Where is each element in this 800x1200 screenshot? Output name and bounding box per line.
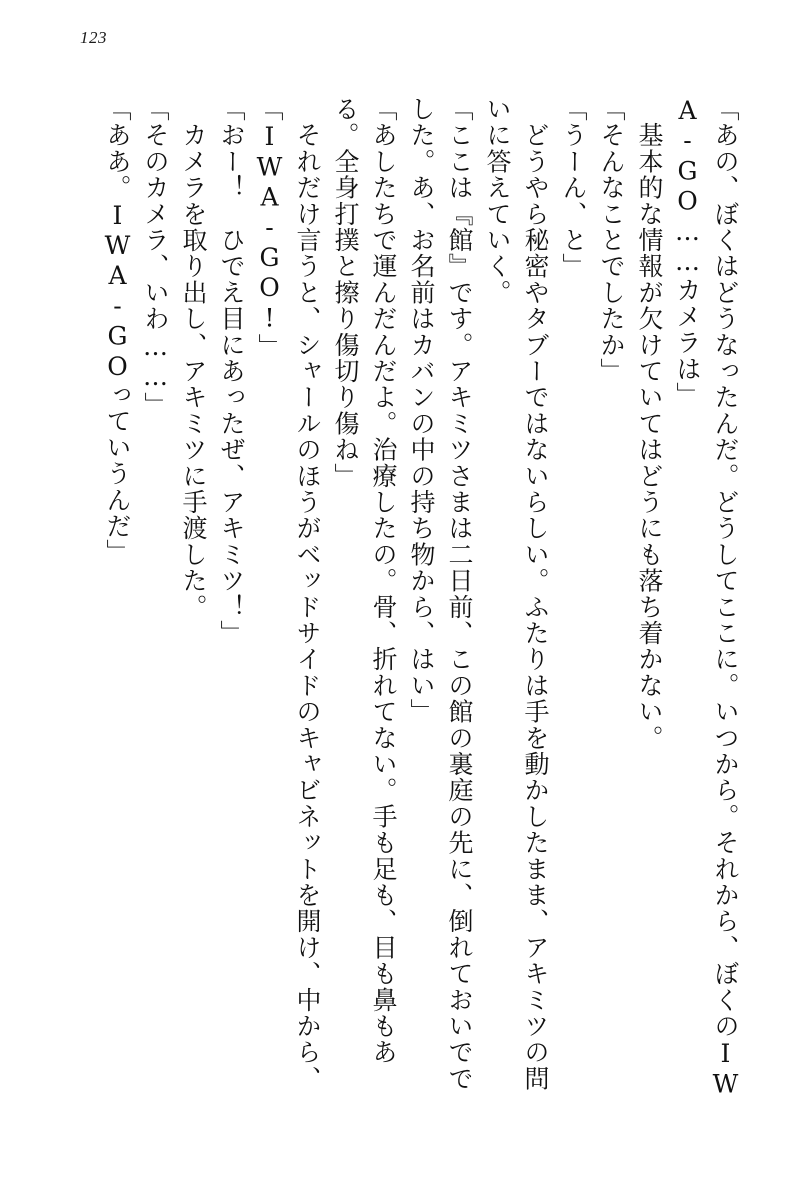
text-line: 「あしたちで運んだんだよ。治療したの。骨、折れてない。手も足も、目も鼻もあ (369, 96, 398, 1066)
text-line: 「うーん、と」 (559, 96, 588, 280)
text-line: 「おー！ ひでえ目にあったぜ、アキミツ！」 (217, 96, 246, 647)
vertical-text-body (40, 96, 738, 1156)
text-line: 「ああ。IWA‐GOっていうんだ」 (103, 96, 132, 566)
text-line: 「そんなことでしたか」 (597, 96, 626, 385)
page-number: 123 (80, 28, 107, 47)
text-line: る。全身打撲と擦り傷切り傷ね」 (331, 96, 360, 489)
text-line: した。あ、お名前はカバンの中の持ち物から、はい」 (407, 96, 436, 725)
text-line: カメラを取り出し、アキミツに手渡した。 (179, 96, 208, 620)
text-line: いに答えていく。 (483, 96, 512, 306)
text-line: 基本的な情報が欠けていてはどうにも落ち着かない。 (635, 96, 664, 751)
text-line: どうやら秘密やタブーではないらしい。ふたりは手を動かしたまま、アキミツの問 (521, 96, 550, 1092)
text-line: 「IWA‐GO!」 (255, 96, 284, 360)
text-line: 「ここは『館』です。アキミツさまは二日前、この館の裏庭の先に、倒れておいでで (445, 96, 474, 1092)
text-line: それだけ言うと、シャールのほうがベッドサイドのキャビネットを開け、中から、 (293, 96, 322, 1092)
text-line: 「あの、ぼくはどうなったんだ。どうしてここに。いつから。それから、ぼくのIW (711, 96, 740, 1100)
text-line: A‐GO……カメラは」 (673, 96, 702, 409)
text-line: 「そのカメラ、いわ……」 (141, 96, 170, 419)
